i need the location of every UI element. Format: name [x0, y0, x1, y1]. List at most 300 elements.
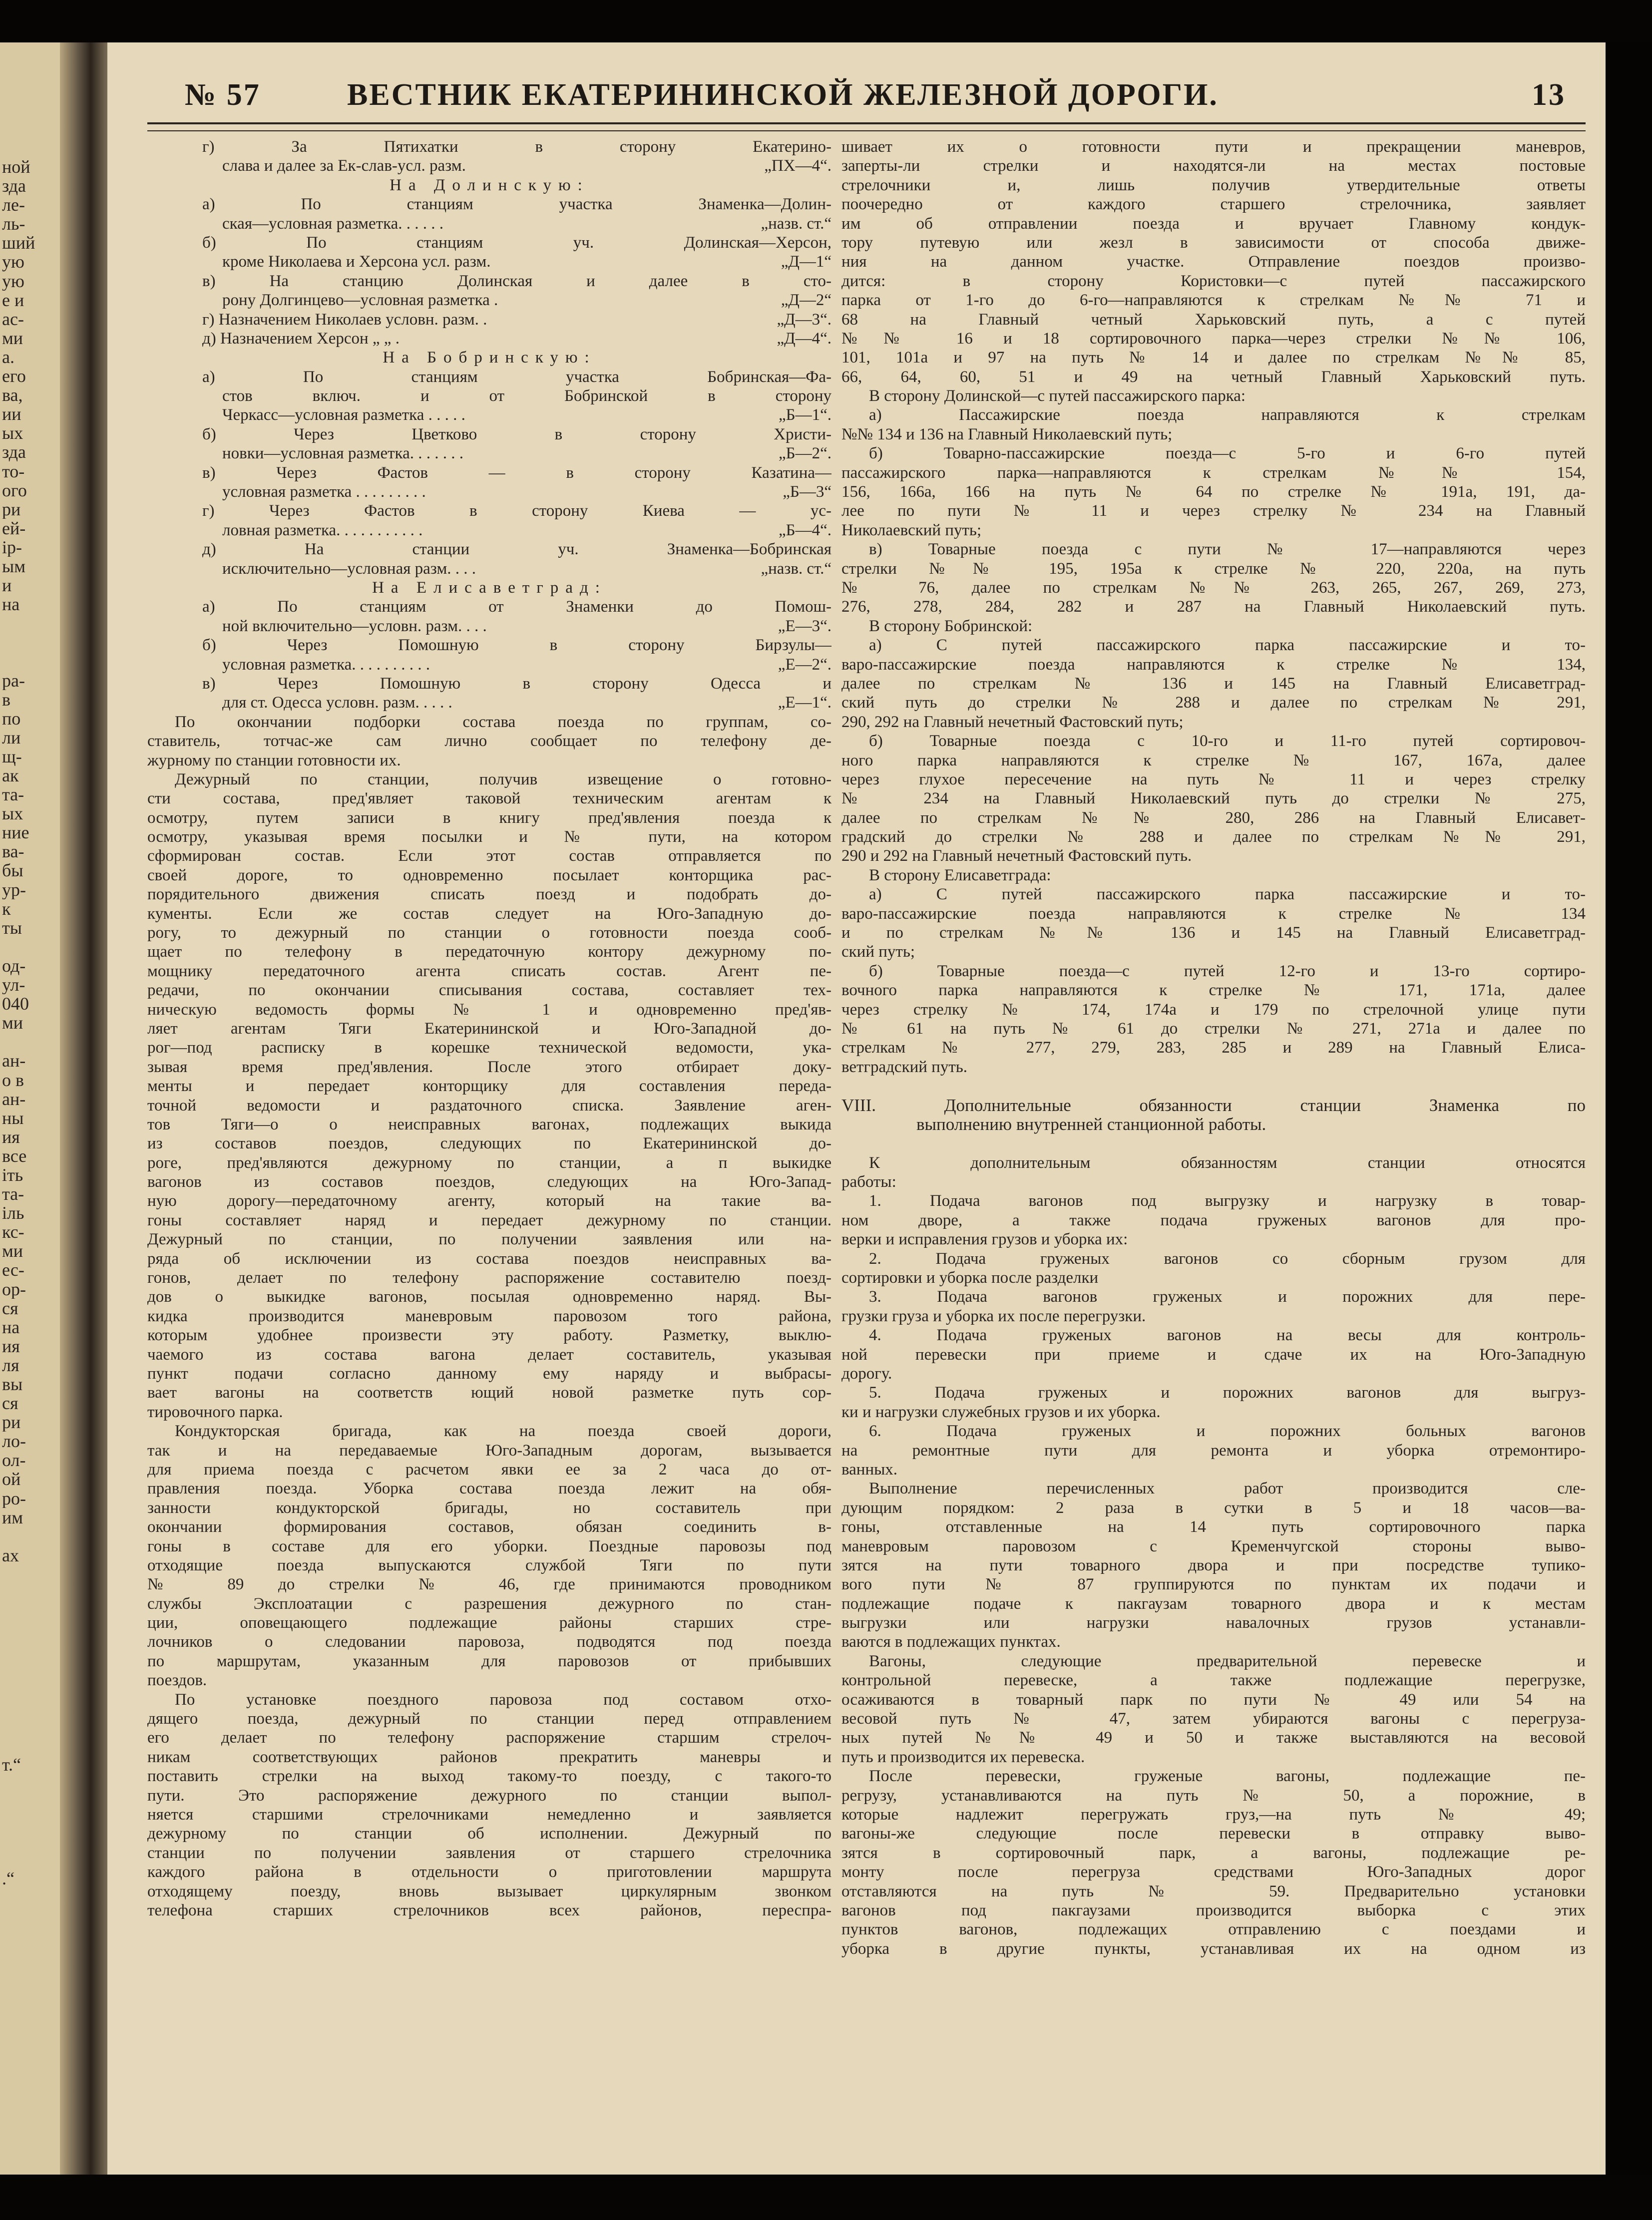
- fragment-line: ым: [2, 556, 25, 576]
- text-line: выгрузки или нагрузки навалочных грузов устанавли-: [841, 1614, 1586, 1632]
- text-line: В сторону Елисаветграда:: [869, 866, 1051, 884]
- text-line: На Долинскую:: [390, 176, 589, 194]
- text-line: [147, 444, 831, 463]
- fragment-line: ах: [2, 1545, 19, 1565]
- text-line: тов Тяги—о о неисправных вагонах, подлежащих выкида: [147, 1115, 831, 1133]
- text-line: В сторону Долинской—с путей пассажирского парка:: [869, 387, 1246, 405]
- text-line: 101, 101а и 97 на путь № 14 и далее по стрелкам №№ 85,: [841, 349, 1586, 367]
- fragment-line: [2, 1812, 59, 1831]
- left-column: [147, 137, 831, 2125]
- text-line: монту после перегруза средствами Юго-Западных дорог: [841, 1863, 1586, 1881]
- fragment-line: ри: [2, 499, 21, 519]
- fragment-line: ли: [2, 728, 21, 747]
- text-line: которые надлежит перегружать груз,—на путь № 49;: [841, 1805, 1586, 1824]
- text-line: пути. Это распоряжение дежурного по станции выпол-: [147, 1786, 831, 1805]
- fragment-line: [2, 1032, 59, 1051]
- text-line: вагонов под пакгаузами производится выборка с этих: [841, 1901, 1586, 1919]
- entry-text: г) Назначением Николаев условн. разм. .: [202, 310, 487, 329]
- marking-code: „ПХ—4“.: [764, 157, 831, 175]
- text-line: градский до стрелки № 288 и далее по стрелкам №№ 291,: [841, 828, 1586, 846]
- fragment-line: ор-: [2, 1279, 26, 1299]
- text-line: по маршрутам, указанным для паровозов от прибывших: [147, 1652, 831, 1670]
- entry-text: д) Назначением Херсон „ „ .: [202, 329, 400, 348]
- fragment-line: бы: [2, 861, 23, 880]
- text-line: Кондукторская бригада, как на поезда своей дороги,: [175, 1422, 831, 1441]
- fragment-line: ан-: [2, 1051, 26, 1071]
- text-line: так и на передаваемые Юго-Западным дорогам, вызывается: [147, 1441, 831, 1460]
- text-line: ряда об исключении из состава поездов неисправных ва-: [147, 1249, 831, 1268]
- fragment-line: ия: [2, 1127, 20, 1146]
- fragment-line: а.: [2, 347, 14, 367]
- text-line: которым удобнее произвести эту работу. Разметку, выклю-: [147, 1326, 831, 1345]
- text-line: стрелочники и, лишь получив утвердительные ответы: [841, 176, 1586, 194]
- text-line: точной ведомости и раздаточного списка. Заявление аген-: [147, 1096, 831, 1114]
- entry-text: ская—условная разметка. . . . . .: [222, 214, 444, 233]
- fragment-line: ра-: [2, 671, 25, 690]
- fragment-line: [2, 1584, 59, 1603]
- text-line: На Елисаветград:: [372, 578, 607, 597]
- fragment-line: ия: [2, 1336, 20, 1356]
- fragment-line: ес-: [2, 1260, 24, 1280]
- fragment-line: и: [2, 576, 12, 595]
- text-line: [841, 1134, 1586, 1153]
- fragment-line: ва-: [2, 842, 24, 861]
- text-line: [147, 156, 831, 175]
- text-line: тору путевую или жезл в зависимости от способа движе-: [841, 233, 1586, 252]
- text-line: По установке поездного паровоза под составом отхо-: [175, 1690, 831, 1709]
- text-line: 3. Подача вагонов груженых и порожних для пере-: [869, 1288, 1586, 1306]
- entry-text: ной включительно—условн. разм. . . .: [222, 617, 487, 635]
- text-line: редачи, по окончании списывания состава, составляет тех-: [147, 981, 831, 1000]
- text-line: шивает их о готовности пути и прекращении маневров,: [841, 138, 1586, 156]
- text-line: № 234 на Главный Николаевский путь до стрелки № 275,: [841, 789, 1586, 808]
- marking-code: „Д—4“.: [777, 329, 831, 348]
- fragment-line: ший: [2, 233, 35, 253]
- text-line: дорогу.: [841, 1365, 892, 1383]
- text-line: 4. Подача груженых вагонов на весы для контроль-: [869, 1326, 1586, 1345]
- marking-code: „Д—1“: [781, 253, 831, 271]
- fragment-line: ую: [2, 252, 24, 272]
- text-line: вого пути № 87 группируются по пунктам их подачи и: [841, 1575, 1586, 1594]
- text-line: мощнику передаточного агента списать состав. Агент пе-: [147, 962, 831, 980]
- text-line: ки и нагрузки служебных грузов и их уборка.: [841, 1403, 1161, 1421]
- text-line: осаживаются в товарный парк по пути № 49 или 54 на: [841, 1690, 1586, 1709]
- text-line: няется старшими стрелочниками немедленно и заявляется: [147, 1805, 831, 1824]
- marking-code: „Д—3“.: [777, 310, 831, 329]
- text-line: вагонов из составов поездов, следующих на Юго-Запад-: [147, 1173, 831, 1191]
- page-header: [177, 77, 1581, 117]
- text-line: рог—под расписку в корешке технической ведомости, ука-: [147, 1039, 831, 1057]
- text-line: Выполнение перечисленных работ производится сле-: [869, 1480, 1586, 1498]
- text-line: правления поезда. Уборка состава поезда лежит на обя-: [147, 1480, 831, 1498]
- text-line: №№ 16 и 18 сортировочного парка—через стрелки №№ 106,: [841, 329, 1586, 348]
- text-line: зывая время пред'явления. После этого отбирает доку-: [147, 1058, 831, 1076]
- text-line: весовой путь № 47, затем убираются вагоны с перегруза-: [841, 1710, 1586, 1728]
- text-line: д) На станции уч. Знаменка—Бобринская: [202, 540, 831, 559]
- text-line: ном дворе, а также подача груженых вагонов для про-: [841, 1211, 1586, 1229]
- text-line: ваются в подлежащих пунктах.: [841, 1633, 1061, 1651]
- text-line: [147, 482, 831, 501]
- text-line: и по стрелкам №№ 136 и 145 на Главный Елисаветград-: [841, 924, 1586, 942]
- fragment-line: ой: [2, 1470, 21, 1489]
- text-line: стрелкам № 277, 279, 283, 285 и 289 на Главный Елиса-: [841, 1039, 1586, 1057]
- text-line: телефона старших стрелочников всех районов, переспра-: [147, 1901, 831, 1919]
- marking-code: „назв. ст.“: [761, 559, 831, 578]
- fragment-line: ак: [2, 766, 19, 785]
- text-line: 6. Подача груженых и порожних больных вагонов: [869, 1422, 1586, 1441]
- text-line: пассажирского парка—направляются к стрелкам №№ 154,: [841, 463, 1586, 482]
- fragment-line: ри: [2, 1413, 21, 1432]
- fragment-line: [2, 1527, 59, 1546]
- fragment-line: іль: [2, 1203, 24, 1223]
- text-line: никам соответствующих районов прекратить маневры и: [147, 1748, 831, 1766]
- text-line: № 89 до стрелки № 46, где принимаются проводником: [147, 1575, 831, 1594]
- fragment-line: ны: [2, 1108, 24, 1127]
- fragment-line: его: [2, 367, 26, 386]
- text-line: б) Товарные поезда с 10-го и 11-го путей сортировоч-: [869, 732, 1586, 750]
- bottom-border: [0, 2175, 1652, 2220]
- text-line: вочного парка направляются к стрелке № 171, 171а, далее: [841, 981, 1586, 1000]
- fragment-line: [2, 652, 59, 671]
- text-line: чаемого из состава вагона делает составитель, указывая: [147, 1345, 831, 1364]
- fragment-line: [2, 1698, 59, 1717]
- text-line: отставляются на путь № 59. Предварительно установки: [841, 1882, 1586, 1900]
- header-rule: [147, 122, 1586, 131]
- text-line: регрузу, устанавливаются на путь № 50, а порожние, в: [841, 1786, 1586, 1805]
- text-line: б) Товарные поезда—с путей 12-го и 13-го сортиро-: [869, 962, 1586, 980]
- text-line: ния на данном участке. Отправление поездов произво-: [841, 253, 1586, 271]
- fragment-line: 040: [2, 994, 29, 1014]
- text-line: На Бобринскую:: [383, 349, 596, 367]
- text-line: г) За Пятихатки в сторону Екатерино-: [202, 138, 831, 156]
- text-line: ной перевески при приеме и сдаче их на Юго-Западную: [841, 1345, 1586, 1364]
- marking-code: „Б—2“.: [779, 444, 831, 463]
- text-line: ническую ведомость формы № 1 и одновременно пред'яв-: [147, 1000, 831, 1019]
- text-line: отходящему поезду, вновь вызывает циркулярным звонком: [147, 1882, 831, 1900]
- text-line: По окончании подборки состава поезда по группам, со-: [175, 713, 831, 731]
- journal-title: ВЕСТНИК ЕКАТЕРИНИНСКОЙ ЖЕЛЕЗНОЙ ДОРОГИ.: [347, 78, 1219, 112]
- fragment-line: на: [2, 1317, 20, 1337]
- fragment-line: [2, 614, 59, 633]
- fragment-line: зда: [2, 176, 26, 196]
- fragment-line: ль-: [2, 214, 25, 234]
- marking-code: „Б—1“.: [779, 406, 831, 424]
- fragment-line: е и: [2, 290, 24, 310]
- text-line: варо-пассажирские поезда направляются к стрелке № 134,: [841, 655, 1586, 674]
- text-line: После перевески, груженые вагоны, подлежащие пе-: [869, 1767, 1586, 1786]
- fragment-line: в: [2, 690, 10, 709]
- text-line: станции по получении заявления от старшего стрелочника: [147, 1844, 831, 1862]
- text-line: ставитель, тотчас-же сам лично сообщает по телефону де-: [147, 732, 831, 750]
- entry-text: новки—условная разметка. . . . . . .: [222, 444, 463, 463]
- fragment-line: кс-: [2, 1222, 24, 1242]
- fragment-line: по: [2, 709, 21, 728]
- text-line: лее по пути № 11 и через стрелку № 234 на Главный: [841, 502, 1586, 520]
- fragment-line: іть: [2, 1165, 23, 1185]
- text-line: Дежурный по станции, получив извещение о готовно-: [175, 770, 831, 788]
- marking-code: „назв. ст.“: [761, 214, 831, 233]
- marking-code: „Б—3“: [783, 483, 831, 501]
- text-line: дящего поезда, дежурный по станции перед отправлением: [147, 1710, 831, 1728]
- fragment-line: [2, 1679, 59, 1698]
- text-line: ного парка направляются к стрелке № 167, 167а, далее: [841, 751, 1586, 769]
- text-line: VIII. Дополнительные обязанности станции Знаменка по: [841, 1096, 1586, 1115]
- text-line: менты и передает конторщику для составления переда-: [147, 1077, 831, 1096]
- text-line: ции, оповещающего подлежащие районы старших стре-: [147, 1614, 831, 1632]
- text-line: б) Товарно-пассажирские поезда—с 5-го и 6-го путей: [869, 444, 1586, 463]
- fragment-line: [2, 1565, 59, 1584]
- fragment-line: о в: [2, 1070, 24, 1090]
- fragment-line: ро-: [2, 1488, 26, 1508]
- fragment-line: ур-: [2, 880, 26, 899]
- fragment-line: [2, 1736, 59, 1755]
- text-line: через стрелку № 174, 174а и 179 по стрелочной улице пути: [841, 1000, 1586, 1019]
- entry-text: исключительно—условная разм. . . .: [222, 559, 476, 578]
- text-line: №№ 134 и 136 на Главный Николаевский путь;: [841, 425, 1173, 443]
- text-line: парка от 1-го до 6-го—направляются к стрелкам №№ 71 и: [841, 291, 1586, 310]
- entry-text: ловная разметка. . . . . . . . . . .: [222, 521, 423, 539]
- text-line: а) С путей пассажирского парка пассажирские и то-: [869, 885, 1586, 904]
- fragment-line: та-: [2, 785, 24, 804]
- fragment-line: ір-: [2, 537, 22, 557]
- text-line: кументы. Если же состав следует на Юго-Западную до-: [147, 904, 831, 923]
- text-line: контрольной перевеске, а также подлежащие перегрузке,: [841, 1671, 1586, 1690]
- fragment-line: ми: [2, 328, 23, 348]
- text-line: через глухое пересечение на путь № 11 и через стрелку: [841, 770, 1586, 788]
- text-line: дится: в сторону Користовки—с путей пассажирского: [841, 272, 1586, 290]
- text-line: г) Через Фастов в сторону Киева — ус-: [202, 502, 831, 520]
- text-line: порядительного движения списать поезд и подобрать до-: [147, 885, 831, 904]
- text-line: а) Пассажирские поезда направляются к стрелкам: [869, 406, 1586, 424]
- text-line: поставить стрелки на выход такому-то поезду, с такого-то: [147, 1767, 831, 1786]
- fragment-line: щ-: [2, 746, 22, 766]
- fragment-line: ол-: [2, 1451, 26, 1470]
- fragment-line: ля: [2, 1355, 19, 1375]
- fragment-line: то-: [2, 461, 25, 481]
- text-line: в) Товарные поезда с пути № 17—направляются через: [869, 540, 1586, 559]
- text-line: [147, 310, 831, 329]
- fragment-line: .“: [2, 1869, 14, 1888]
- text-line: ную дорогу—передаточному агенту, который на такие ва-: [147, 1192, 831, 1210]
- fragment-line: ся: [2, 1394, 18, 1413]
- text-line: на ремонтные пути для ремонта и уборка отремонтиро-: [841, 1441, 1586, 1460]
- text-line: 5. Подача груженых и порожних вагонов для выгруз-: [869, 1384, 1586, 1402]
- fragment-line: ло-: [2, 1432, 26, 1451]
- text-line: 68 на Главный четный Харьковский путь, а с путей: [841, 310, 1586, 329]
- text-line: ных путей №№ 49 и 50 и также выставляются на весовой: [841, 1729, 1586, 1747]
- top-border: [0, 0, 1652, 42]
- fragment-line: [2, 1660, 59, 1679]
- marking-code: „Е—1“.: [778, 694, 831, 712]
- text-line: занности кондукторской бригады, но составитель при: [147, 1498, 831, 1517]
- text-line: лочников о следовании паровоза, подводятся под поезда: [147, 1633, 831, 1651]
- fragment-line: ых: [2, 423, 23, 443]
- text-line: поездов.: [147, 1671, 207, 1690]
- text-line: им об отправлении поезда и вручает Главному кондук-: [841, 214, 1586, 233]
- fragment-line: [2, 633, 59, 652]
- fragment-line: ле-: [2, 195, 25, 215]
- text-line: б) Через Помошную в сторону Бирзулы—: [202, 636, 831, 655]
- text-line: зятся в сортировочный парк, а вагоны, подлежащие ре-: [841, 1844, 1586, 1862]
- text-line: стов включ. и от Бобринской в сторону: [222, 387, 831, 405]
- fragment-line: ого: [2, 480, 27, 500]
- fragment-line: [2, 937, 59, 956]
- fragment-line: [2, 1850, 59, 1869]
- text-line: дежурному по станции об исполнении. Дежурный по: [147, 1825, 831, 1843]
- text-line: роге, пред'являются дежурному по станции, а п выкидке: [147, 1153, 831, 1172]
- text-line: гоны, отставленные на 14 путь сортировочного парка: [841, 1518, 1586, 1536]
- text-line: заперты-ли стрелки и находятся-ли на местах постовые: [841, 157, 1586, 175]
- text-line: 290 и 292 на Главный нечетный Фастовский путь.: [841, 847, 1192, 865]
- page: [107, 42, 1606, 2175]
- text-line: [147, 521, 831, 540]
- text-line: 2. Подача груженых вагонов со сборным грузом для: [869, 1249, 1586, 1268]
- fragment-line: ую: [2, 271, 24, 291]
- entry-text: кроме Николаева и Херсона усл. разм.: [222, 253, 491, 271]
- text-line: своей дороге, то одновременно посылает конторщика рас-: [147, 866, 831, 884]
- text-line: из составов поездов, следующих по Екатерининской до-: [147, 1134, 831, 1153]
- fragment-line: та-: [2, 1184, 24, 1204]
- text-line: тировочного парка.: [147, 1403, 283, 1421]
- text-line: дующим порядком: 2 раза в сутки в 5 и 18 часов—ва-: [841, 1498, 1586, 1517]
- binding-gutter: [60, 42, 107, 2175]
- fragment-line: [2, 1774, 59, 1793]
- text-line: [841, 1077, 1586, 1096]
- fragment-line: [2, 1793, 59, 1812]
- fragment-line: ты: [2, 918, 22, 937]
- text-line: № 76, далее по стрелкам №№ 263, 265, 267, 269, 273,: [841, 578, 1586, 597]
- text-line: для приема поезда с расчетом явки ее за 2 часа до от-: [147, 1460, 831, 1479]
- text-line: подлежащие подаче к пакгаузам товарного двора и к местам: [841, 1594, 1586, 1613]
- text-line: рогу, то дежурный по станции о готовности поезда сооб-: [147, 924, 831, 942]
- text-line: гоны в составе для его уборки. Поездные паровозы под: [147, 1537, 831, 1555]
- text-line: сти состава, пред'являет таковой техническим агентам к: [147, 789, 831, 808]
- text-line: а) С путей пассажирского парка пассажирские и то-: [869, 636, 1586, 655]
- text-line: грузки груза и уборка их после перегрузки.: [841, 1307, 1146, 1325]
- right-border: [1606, 42, 1652, 2175]
- text-line: зятся на пути товарного двора и при посредстве тупико-: [841, 1556, 1586, 1574]
- text-line: 66, 64, 60, 51 и 49 на четный Главный Харьковский путь.: [841, 368, 1586, 386]
- text-line: уборка в другие пункты, устанавливая их на одном из: [841, 1939, 1586, 1958]
- previous-page-text: [2, 157, 59, 1888]
- fragment-line: ан-: [2, 1089, 26, 1109]
- fragment-line: ул-: [2, 975, 25, 995]
- text-line: кидка производится маневровым паровозом того района,: [147, 1307, 831, 1325]
- page-number: № 57: [185, 78, 261, 112]
- page-folio: 13: [1532, 78, 1566, 112]
- text-line: [147, 252, 831, 271]
- text-line: окончании формирования составов, обязан соединить в-: [147, 1518, 831, 1536]
- text-line: [147, 329, 831, 348]
- fragment-line: [2, 1717, 59, 1736]
- fragment-line: к: [2, 899, 11, 918]
- text-line: далее по стрелкам № 136 и 145 на Главный Елисаветград-: [841, 674, 1586, 693]
- text-line: гоны составляет наряд и передает дежурному по станции.: [147, 1211, 831, 1229]
- text-line: отходящие поезда выпускаются службой Тяги по пути: [147, 1556, 831, 1574]
- text-line: 290, 292 на Главный нечетный Фастовский путь;: [841, 713, 1184, 731]
- text-line: щает по телефону в передаточную контору дежурному по-: [147, 943, 831, 961]
- marking-code: „Е—2“.: [778, 655, 831, 674]
- text-line: а) По станциям участка Знаменка—Долин-: [202, 195, 831, 214]
- text-line: [147, 559, 831, 578]
- text-line: [147, 617, 831, 636]
- fragment-line: ся: [2, 1298, 18, 1318]
- entry-text: рону Долгинцево—условная разметка .: [222, 291, 498, 310]
- fragment-line: ми: [2, 1241, 23, 1261]
- fragment-line: зда: [2, 442, 26, 462]
- text-line: [147, 214, 831, 233]
- fragment-line: [2, 1831, 59, 1850]
- text-line: стрелки №№ 195, 195а к стрелке № 220, 220а, на путь: [841, 559, 1586, 578]
- text-line: сортировки и уборка после разделки: [841, 1269, 1099, 1287]
- text-line: каждого района в отдельности о приготовлении маршрута: [147, 1863, 831, 1881]
- text-line: службы Эксплоатации с разрешения дежурного по стан-: [147, 1594, 831, 1613]
- text-line: ванных.: [841, 1460, 898, 1479]
- text-line: маневровым паровозом с Кременчугской стороны выво-: [841, 1537, 1586, 1555]
- fragment-line: од-: [2, 956, 26, 976]
- text-line: гонов, делает по телефону распоряжение составителю поезд-: [147, 1269, 831, 1287]
- fragment-line: ной: [2, 157, 30, 177]
- fragment-line: на: [2, 595, 20, 614]
- entry-text: Черкасс—условная разметка . . . . .: [222, 406, 465, 424]
- text-line: работы:: [841, 1173, 896, 1191]
- fragment-line: [2, 1641, 59, 1660]
- fragment-line: все: [2, 1146, 27, 1165]
- marking-code: „Е—3“.: [778, 617, 831, 635]
- entry-text: условная разметка. . . . . . . . . .: [222, 655, 430, 674]
- fragment-line: ва,: [2, 385, 23, 405]
- text-line: ский путь;: [841, 943, 915, 961]
- text-line: варо-пассажирские поезда направляются к стрелке № 134: [841, 904, 1586, 923]
- text-line: сформирован состав. Если этот состав отправляется по: [147, 847, 831, 865]
- text-line: б) По станциям уч. Долинская—Херсон,: [202, 233, 831, 252]
- fragment-line: им: [2, 1507, 23, 1527]
- fragment-line: ии: [2, 404, 21, 424]
- text-line: в) Через Помошную в сторону Одесса и: [202, 674, 831, 693]
- entry-text: для ст. Одесса условн. разм. . . . .: [222, 694, 452, 712]
- text-line: вает вагоны на соответств ющий новой разметке путь сор-: [147, 1384, 831, 1402]
- text-line: Дежурный по станции, по получении заявления или на-: [147, 1230, 831, 1249]
- text-line: ляет агентам Тяги Екатерининской и Юго-Западной до-: [147, 1019, 831, 1038]
- fragment-line: вы: [2, 1375, 23, 1394]
- text-line: а) По станциям от Знаменки до Помош-: [202, 598, 831, 616]
- text-line: 156, 166а, 166 на путь № 64 по стрелке № 191а, 191, да-: [841, 483, 1586, 501]
- text-line: [147, 655, 831, 674]
- text-line: [147, 291, 831, 310]
- marking-code: „Б—4“.: [779, 521, 831, 539]
- fragment-line: ей-: [2, 518, 26, 538]
- text-line: [147, 693, 831, 712]
- text-line: К дополнительным обязанностям станции относятся: [869, 1153, 1586, 1172]
- text-line: верки и исправления грузов и уборка их:: [841, 1230, 1128, 1249]
- text-line: вагоны-же следующие после перевески в отправку выво-: [841, 1825, 1586, 1843]
- right-column: [841, 137, 1586, 2125]
- text-line: в) На станцию Долинская и далее в сто-: [202, 272, 831, 290]
- text-line: 1. Подача вагонов под выгрузку и нагрузку в товар-: [869, 1192, 1586, 1210]
- text-line: Николаевский путь;: [841, 521, 982, 539]
- text-line: Вагоны, следующие предварительной перевеске и: [869, 1652, 1586, 1670]
- text-line: [147, 405, 831, 424]
- text-line: № 61 на путь № 61 до стрелки № 271, 271а и далее по: [841, 1019, 1586, 1038]
- text-line: путь и производится их перевеска.: [841, 1748, 1085, 1766]
- text-line: ский путь до стрелки № 288 и далее по стрелкам № 291,: [841, 694, 1586, 712]
- fragment-line: т.“: [2, 1755, 21, 1774]
- fragment-line: ми: [2, 1013, 23, 1033]
- text-line: 276, 278, 284, 282 и 287 на Главный Николаевский путь.: [841, 598, 1586, 616]
- text-line: осмотру, путем записи в книгу пред'явления поезда к: [147, 808, 831, 827]
- text-line: В сторону Бобринской:: [869, 617, 1033, 635]
- text-line: журному по станции готовности их.: [147, 751, 401, 769]
